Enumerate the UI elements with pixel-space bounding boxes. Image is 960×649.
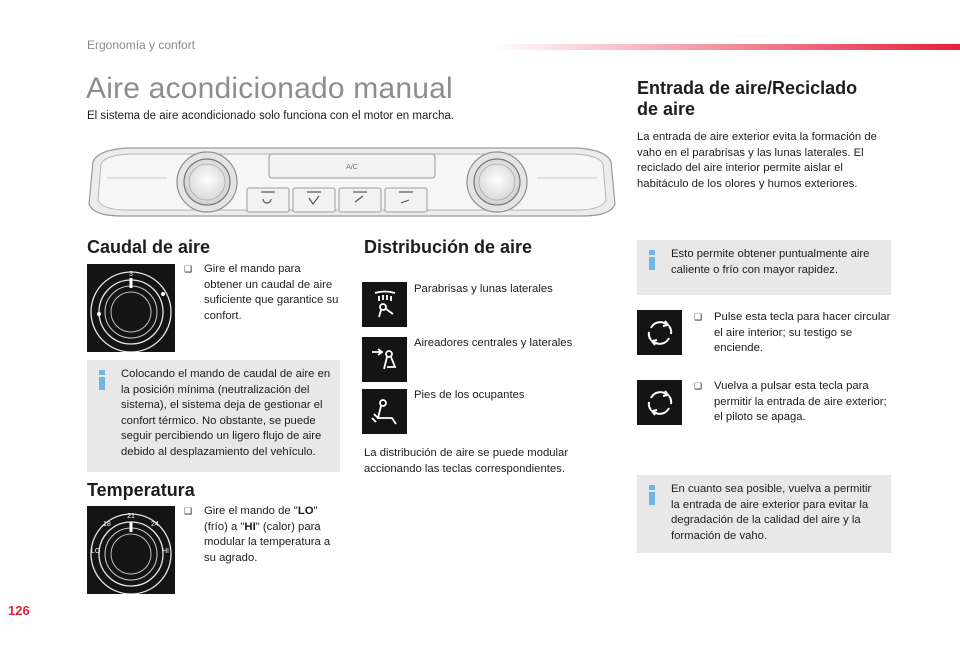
distribution-item-label: Parabrisas y lunas laterales <box>414 283 553 295</box>
knob-label-left: 18 <box>103 521 111 528</box>
temperatura-bullet: ❑ Gire el mando de "LO" (frío) a "HI" (calor) para modular la temperatura a su agrado. <box>184 504 344 566</box>
face-vents-icon <box>362 337 407 382</box>
knob-label-hi: HI <box>162 548 169 555</box>
knob-label-lo: LO <box>91 548 101 555</box>
fan-knob-mark: 3 <box>129 271 133 278</box>
header-accent-bar <box>490 44 960 50</box>
bullet-icon: ❑ <box>694 381 703 391</box>
feet-icon <box>362 389 407 434</box>
recirculation-icon <box>637 310 682 355</box>
recirculation-bullet-on: ❑ Pulse esta tecla para hacer circular el aire interior; su testigo se enciende. <box>694 310 894 357</box>
page-number: 126 <box>8 603 30 618</box>
bullet-icon: ❑ <box>184 264 193 274</box>
entrada-info-box-1: Esto permite obtener puntualmente aire caliente o frío con mayor rapidez. <box>637 240 891 295</box>
recirculation-bullet-off: ❑ Vuelva a pulsar esta tecla para permitir la entrada de aire exterior; el piloto se apaga. <box>694 379 894 426</box>
lo-label: LO <box>297 505 314 517</box>
distribution-item-label: Aireadores centrales y laterales <box>414 337 573 349</box>
hi-label: HI <box>244 520 256 533</box>
entrada-heading: Entrada de aire/Reciclado de aire <box>637 78 858 119</box>
knob-label-right: 24 <box>151 521 159 528</box>
entrada-text: La entrada de aire exterior evita la formación de vaho en el parabrisas y las lunas laterales. El reciclado del aire interior permite aislar el habitáculo de los olores y humos exteriores. <box>637 131 877 190</box>
info-icon <box>649 250 655 270</box>
distribution-item-label: Pies de los ocupantes <box>414 389 525 401</box>
bullet-icon: ❑ <box>694 312 703 322</box>
distribucion-heading: Distribución de aire <box>364 237 533 257</box>
caudal-heading: Caudal de aire <box>87 237 211 257</box>
caudal-bullet: ❑ Gire el mando para obtener un caudal de aire suficiente que garantice su confort. <box>184 262 342 324</box>
climate-panel-illustration <box>87 142 617 220</box>
windshield-icon <box>362 282 407 327</box>
caudal-info-box: Colocando el mando de caudal de aire en la posición mínima (neutralización del sistema), el sistema deja de gestionar el confort térmico. No obstante, se puede seguir percibiendo un ligero flujo de aire debido al desplazamiento del vehículo. <box>87 360 340 472</box>
distribucion-note: La distribución de aire se puede modular accionando las teclas correspondientes. <box>364 447 569 475</box>
entrada-info-box-2: En cuanto sea posible, vuelva a permitir la entrada de aire exterior para evitar la degradación de la calidad del aire y la formación de vaho. <box>637 475 891 553</box>
temperature-knob-image <box>87 506 175 594</box>
page-title: Aire acondicionado manual <box>86 72 453 105</box>
page-intro: El sistema de aire acondicionado solo funciona con el motor en marcha. <box>87 110 454 122</box>
recirculation-icon <box>637 380 682 425</box>
section-title: Ergonomía y confort <box>87 38 196 52</box>
info-icon <box>99 370 105 390</box>
ac-button-label: A/C <box>346 164 358 171</box>
knob-label-top: 21 <box>127 513 135 520</box>
bullet-icon: ❑ <box>184 506 193 516</box>
fan-knob-image <box>87 264 175 352</box>
info-icon <box>649 485 655 505</box>
temperatura-heading: Temperatura <box>87 480 195 500</box>
